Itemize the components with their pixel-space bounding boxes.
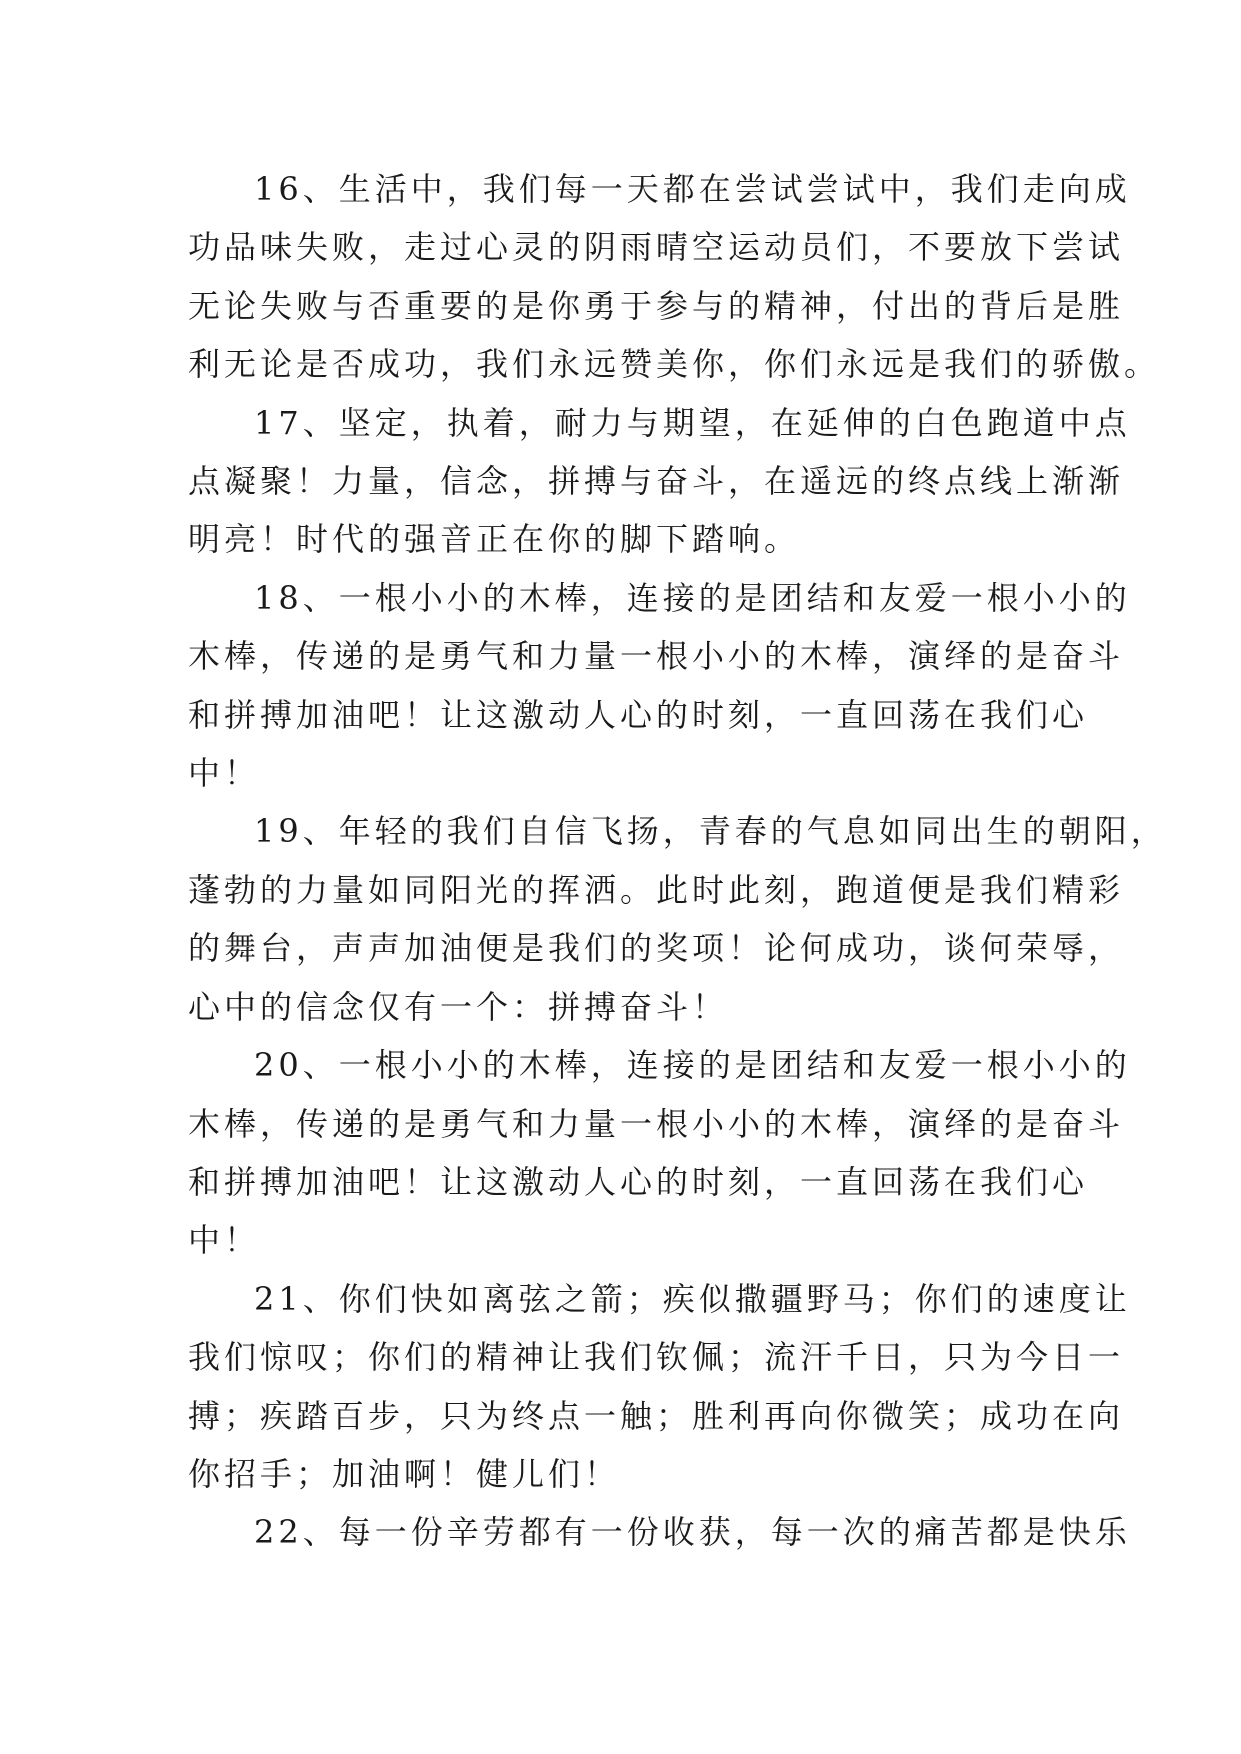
paragraph-line: 和拼搏加油吧！让这激动人心的时刻，一直回荡在我们心 <box>188 1162 1089 1201</box>
paragraph-line: 心中的信念仅有一个：拼搏奋斗！ <box>188 987 729 1026</box>
paragraph-line: 木棒，传递的是勇气和力量一根小小的木棒，演绎的是奋斗 <box>188 637 1125 676</box>
paragraph-18 <box>188 569 1131 803</box>
paragraph-line: 点凝聚！力量，信念，拼搏与奋斗，在遥远的终点线上渐渐 <box>188 462 1125 501</box>
paragraph-line: 无论失败与否重要的是你勇于参与的精神，付出的背后是胜 <box>188 286 1125 325</box>
paragraph-line: 搏；疾踏百步，只为终点一触；胜利再向你微笑；成功在向 <box>188 1396 1125 1435</box>
paragraph-line: 16、生活中，我们每一天都在尝试尝试中，我们走向成 <box>254 170 1131 208</box>
paragraph-line: 的舞台，声声加油便是我们的奖项！论何成功，谈何荣辱， <box>188 929 1125 968</box>
paragraph-line: 20、一根小小的木棒，连接的是团结和友爱一根小小的 <box>254 1046 1131 1085</box>
paragraph-line: 和拼搏加油吧！让这激动人心的时刻，一直回荡在我们心 <box>188 695 1089 734</box>
paragraph-line: 19、年轻的我们自信飞扬，青春的气息如同出生的朝阳， <box>254 812 1167 851</box>
paragraph-21 <box>188 1270 1131 1504</box>
paragraph-22 <box>188 1503 1131 1561</box>
paragraph-line: 22、每一份辛劳都有一份收获，每一次的痛苦都是快乐 <box>254 1513 1131 1552</box>
paragraph-line: 18、一根小小的木棒，连接的是团结和友爱一根小小的 <box>254 578 1131 617</box>
paragraph-line: 明亮！时代的强音正在你的脚下踏响。 <box>188 520 801 559</box>
paragraph-line: 我们惊叹；你们的精神让我们钦佩；流汗千日，只为今日一 <box>188 1338 1125 1377</box>
paragraph-line: 利无论是否成功，我们永远赞美你，你们永远是我们的骄傲。 <box>188 345 1161 384</box>
paragraph-16 <box>188 160 1161 394</box>
paragraph-line: 中！ <box>188 1221 261 1260</box>
paragraph-line: 功品味失败，走过心灵的阴雨晴空运动员们，不要放下尝试 <box>188 228 1125 267</box>
paragraph-line: 你招手；加油啊！健儿们！ <box>188 1454 621 1493</box>
paragraph-19 <box>188 802 1167 1036</box>
paragraph-line: 蓬勃的力量如同阳光的挥洒。此时此刻，跑道便是我们精彩 <box>188 870 1125 909</box>
paragraph-line: 中！ <box>188 754 261 793</box>
paragraph-line: 木棒，传递的是勇气和力量一根小小的木棒，演绎的是奋斗 <box>188 1104 1125 1143</box>
paragraph-line: 21、你们快如离弦之箭；疾似撒疆野马；你们的速度让 <box>254 1279 1131 1318</box>
paragraph-20 <box>188 1036 1131 1270</box>
paragraph-17 <box>188 394 1131 569</box>
document-body <box>188 160 1167 1562</box>
paragraph-line: 17、坚定，执着，耐力与期望，在延伸的白色跑道中点 <box>254 403 1131 442</box>
